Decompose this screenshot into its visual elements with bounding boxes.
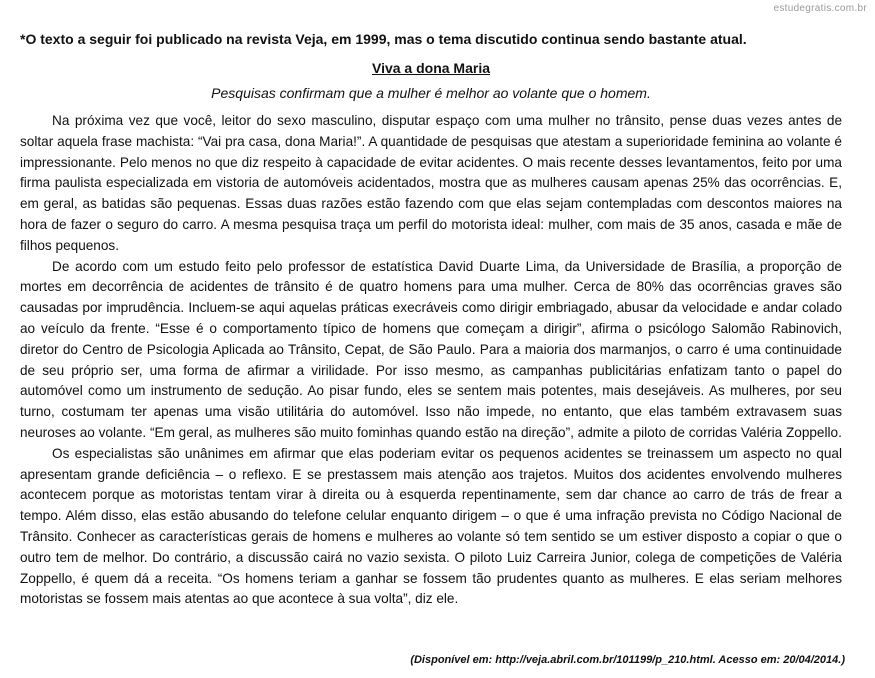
paragraph-1: Na próxima vez que você, leitor do sexo masculino, disputar espaço com uma mulher no trânsito, pense duas vezes antes de soltar aquela frase machista: “Vai pra casa, dona Maria!”. A quantidade de pesquisas que atestam a superioridade feminina ao volante é impressionante. Pelo menos no que diz respeito à capacidade de evitar acidentes. O mais recente desses levantamentos, feito por uma firma paulista especializada em vistoria de automóveis acidentados, mostra que as mulheres causam apenas 25% das ocorrências. E, em geral, as batidas são pequenas. Essas duas razões estão fazendo com que elas sejam contempladas com descontos maiores na hora de fazer o seguro do carro. A mesma pesquisa traça um perfil do motorista ideal: mulher, com mais de 35 anos, casada e mãe de filhos pequenos. bbox=[20, 113, 842, 253]
article-subtitle: Pesquisas confirmam que a mulher é melhor ao volante que o homem. bbox=[211, 85, 651, 101]
paragraph-2: De acordo com um estudo feito pelo professor de estatística David Duarte Lima, da Universidade de Brasília, a proporção de mortes em decorrência de acidentes de trânsito é de quatro homens para uma mulher. Cerca de 80% das ocorrências graves são causadas por imprudência. Incluem-se aqui aquelas práticas execráveis como dirigir embriagado, abusar da velocidade e andar colado ao veículo da frente. “Esse é o comportamento típico de homens que começam a dirigir”, afirma o psicólogo Salomão Rabinovich, diretor do Centro de Psicologia Aplicada ao Trânsito, Cepat, de São Paulo. Para a maioria dos marmanjos, o carro é uma continuidade de seu próprio ser, uma forma de afirmar a virilidade. Por isso mesmo, as campanhas publicitárias enfatizam tanto o papel do automóvel como um instrumento de sedução. Ao pisar fundo, eles se sentem mais potentes, mais desejáveis. As mulheres, por seu turno, costumam ter apenas uma visão utilitária do automóvel. Isso não impede, no entanto, que elas também extravasem suas neuroses ao volante. “Em geral, as mulheres são muito fominhas quando estão na direção”, admite a piloto de corridas Valéria Zoppello. bbox=[20, 258, 842, 440]
source-citation: (Disponível em: http://veja.abril.com.br/101199/p_210.html. Acesso em: 20/04/2014.) bbox=[410, 654, 845, 666]
document-page bbox=[20, 30, 842, 610]
article-title: Viva a dona Maria bbox=[371, 60, 490, 76]
paragraph-3: Os especialistas são unânimes em afirmar que elas poderiam evitar os pequenos acidentes se treinassem um aspecto no qual apresentam grande deficiência – o reflexo. E se prestassem mais atenção aos trajetos. Muitos dos acidentes envolvendo mulheres acontecem porque as motoristas tentam virar à direita ou à esquerda repentinamente, sem dar chance ao carro de trás de frear a tempo. Além disso, elas estão abusando do telefone celular enquanto dirigem – o que é uma infração prevista no Código Nacional de Trânsito. Conhecer as características gerais de homens e mulheres ao volante só tem sentido se um estiver disposto a copiar o que o outro tem de melhor. Do contrário, a discussão cairá no vazio sexista. O piloto Luiz Carreira Junior, colega de competições de Valéria Zoppello, é quem dá a receita. “Os homens teriam a ganhar se fossem tão prudentes quanto as mulheres. E elas seriam melhores motoristas se fossem mais atentas ao que acontece à sua volta”, diz ele. bbox=[20, 445, 842, 607]
intro-note: *O texto a seguir foi publicado na revista Veja, em 1999, mas o tema discutido continua sendo bastante atual. bbox=[20, 31, 747, 47]
site-watermark: estudegratis.com.br bbox=[773, 3, 867, 14]
